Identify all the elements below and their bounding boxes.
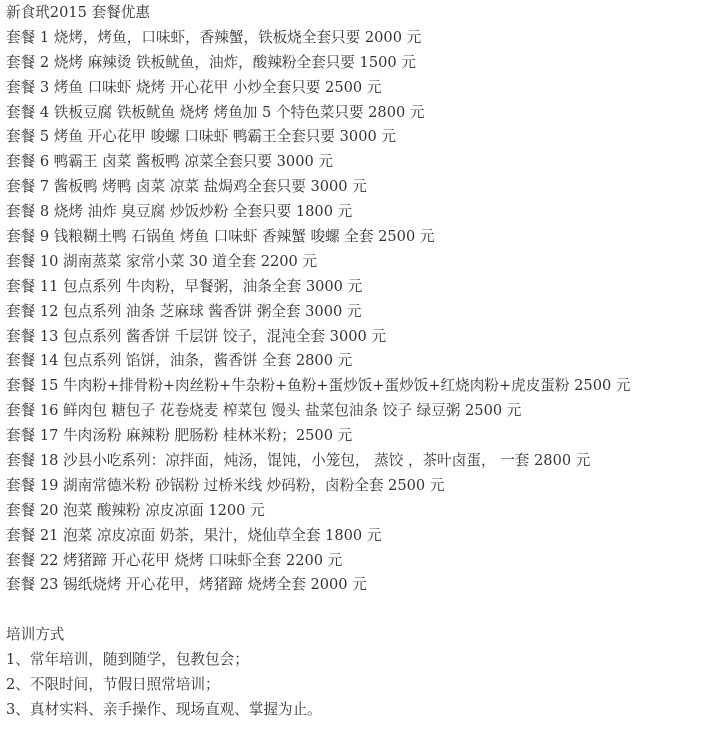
training-item-2: 2、不限时间，节假日照常培训；: [6, 676, 220, 694]
package-item-20: 套餐 20 泡菜 酸辣粉 凉皮凉面 1200 元: [6, 501, 265, 519]
package-item-6: 套餐 6 鸭霸王 卤菜 酱板鸭 凉菜全套只要 3000 元: [6, 153, 333, 171]
package-item-8: 套餐 8 烧烤 油炸 臭豆腐 炒饭炒粉 全套只要 1800 元: [6, 203, 353, 221]
package-list: [6, 26, 722, 598]
training-item-3: 3、真材实料、亲手操作、现场直观、掌握为止。: [6, 700, 322, 718]
training-section: [6, 623, 722, 723]
package-item-5: 套餐 5 烤鱼 开心花甲 唆螺 口味虾 鸭霸王全套只要 3000 元: [6, 128, 397, 146]
package-item-15: 套餐 15 牛肉粉+排骨粉+肉丝粉+牛杂粉+鱼粉+蛋炒饭+蛋炒饭+红烧肉粉+虎皮蛋粉 2500 元: [6, 377, 631, 395]
package-item-22: 套餐 22 烤猪蹄 开心花甲 烧烤 口味虾全套 2200 元: [6, 551, 343, 569]
package-item-1: 套餐 1 烧烤，烤鱼，口味虾，香辣蟹，铁板烧全套只要 2000 元: [6, 28, 422, 46]
package-item-9: 套餐 9 钱粮糊土鸭 石锅鱼 烤鱼 口味虾 香辣蟹 唆螺 全套 2500 元: [6, 228, 435, 246]
package-item-23: 套餐 23 锡纸烧烤 开心花甲，烤猪蹄 烧烤全套 2000 元: [6, 576, 367, 594]
document-body: [6, 1, 722, 723]
training-item-1: 1、常年培训，随到随学，包教包会；: [6, 651, 249, 669]
package-item-7: 套餐 7 酱板鸭 烤鸭 卤菜 凉菜 盐焗鸡全套只要 3000 元: [6, 178, 367, 196]
package-item-2: 套餐 2 烧烤 麻辣烫 铁板鱿鱼，油炸，酸辣粉全套只要 1500 元: [6, 53, 416, 71]
package-item-3: 套餐 3 烤鱼 口味虾 烧烤 开心花甲 小炒全套只要 2500 元: [6, 78, 382, 96]
package-item-21: 套餐 21 泡菜 凉皮凉面 奶茶，果汁，烧仙草全套 1800 元: [6, 526, 382, 544]
package-item-11: 套餐 11 包点系列 牛肉粉，早餐粥，油条全套 3000 元: [6, 277, 363, 295]
section-spacer: [6, 598, 722, 623]
package-item-4: 套餐 4 铁板豆腐 铁板鱿鱼 烧烤 烤鱼加 5 个特色菜只要 2800 元: [6, 103, 425, 121]
training-heading: 培训方式: [6, 626, 65, 644]
package-item-18: 套餐 18 沙县小吃系列：凉拌面，炖汤，馄饨，小笼包， 蒸饺 ，茶叶卤蛋， 一套 2800 元: [6, 452, 591, 470]
package-item-10: 套餐 10 湖南蒸菜 家常小菜 30 道全套 2200 元: [6, 252, 318, 270]
package-item-17: 套餐 17 牛肉汤粉 麻辣粉 肥肠粉 桂林米粉；2500 元: [6, 427, 353, 445]
package-item-16: 套餐 16 鲜肉包 糖包子 花卷烧麦 榨菜包 馒头 盐菜包油条 饺子 绿豆粥 2500 元: [6, 402, 522, 420]
document-title: 新食玳2015 套餐优惠: [6, 4, 150, 21]
package-item-19: 套餐 19 湖南常德米粉 砂锅粉 过桥米线 炒码粉，卤粉全套 2500 元: [6, 476, 445, 494]
package-item-14: 套餐 14 包点系列 馅饼，油条，酱香饼 全套 2800 元: [6, 352, 353, 370]
package-item-13: 套餐 13 包点系列 酱香饼 千层饼 饺子，混沌全套 3000 元: [6, 327, 387, 345]
package-item-12: 套餐 12 包点系列 油条 芝麻球 酱香饼 粥全套 3000 元: [6, 302, 362, 320]
